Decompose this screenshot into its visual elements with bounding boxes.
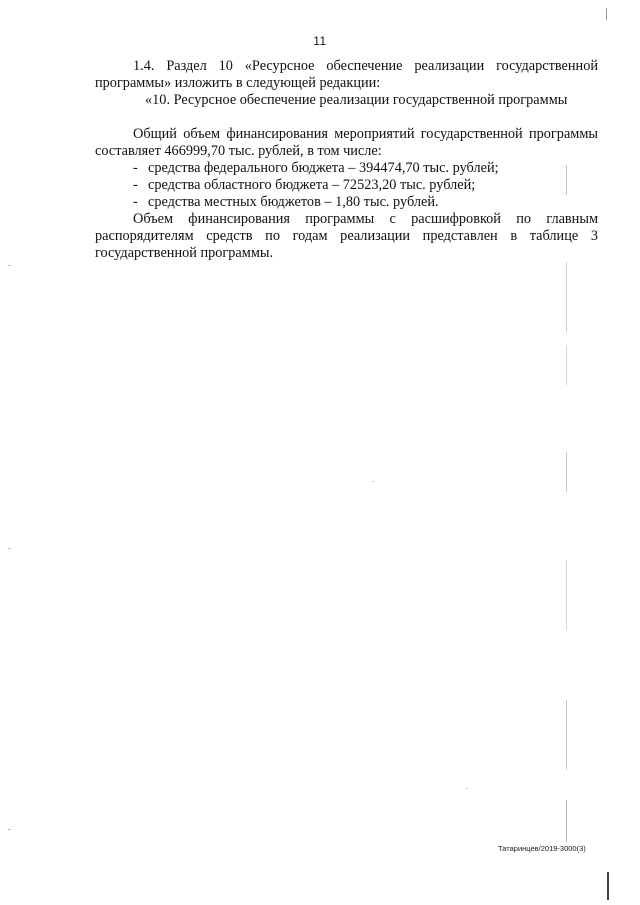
scan-dot-left-1 (8, 265, 11, 266)
document-code: Татаринцев/2019-3000(3) (498, 844, 586, 853)
list-item-text: средства федерального бюджета – 394474,70 тыс. рублей; (148, 160, 499, 176)
document-body (95, 58, 598, 262)
list-item (95, 160, 598, 177)
funding-paragraph: Общий объем финансирования мероприятий государственной программы составляет 466999,70 тыс. рублей, в том числе: (95, 126, 598, 159)
list-bullet: - (133, 194, 138, 210)
scan-line-right-4 (566, 452, 567, 492)
list-bullet: - (133, 160, 138, 176)
section-heading: «10. Ресурсное обеспечение реализации государственной программы (145, 92, 568, 108)
scan-line-right-3 (566, 345, 567, 385)
amendment-paragraph: 1.4. Раздел 10 «Ресурсное обеспечение реализации государственной программы» изложить в следующей редакции: (95, 58, 598, 91)
distribution-paragraph: Объем финансирования программы с расшифровкой по главным распорядителям средств по годам реализации представлен в таблице 3 государственной программы. (95, 211, 598, 261)
funding-sources-list (95, 160, 598, 211)
blank-line (95, 109, 598, 126)
list-bullet: - (133, 177, 138, 193)
scan-line-right-5 (566, 560, 567, 630)
scan-line-right-7 (566, 800, 567, 842)
list-item (95, 194, 598, 211)
list-item (95, 177, 598, 194)
scan-line-right-2 (566, 262, 567, 332)
scan-dot-lower (466, 788, 468, 789)
scan-line-right-1 (566, 165, 567, 195)
scan-dot-mid (372, 481, 374, 482)
list-item-text: средства областного бюджета – 72523,20 тыс. рублей; (148, 177, 476, 193)
scan-dot-left-2 (8, 548, 11, 549)
scan-line-right-6 (566, 700, 567, 770)
scan-dot-left-3 (8, 829, 11, 830)
list-item-text: средства местных бюджетов – 1,80 тыс. рублей. (148, 194, 439, 210)
scan-line-bottom-right (607, 872, 609, 900)
scan-line-top-right (606, 8, 607, 20)
page-number: 11 (313, 34, 327, 48)
